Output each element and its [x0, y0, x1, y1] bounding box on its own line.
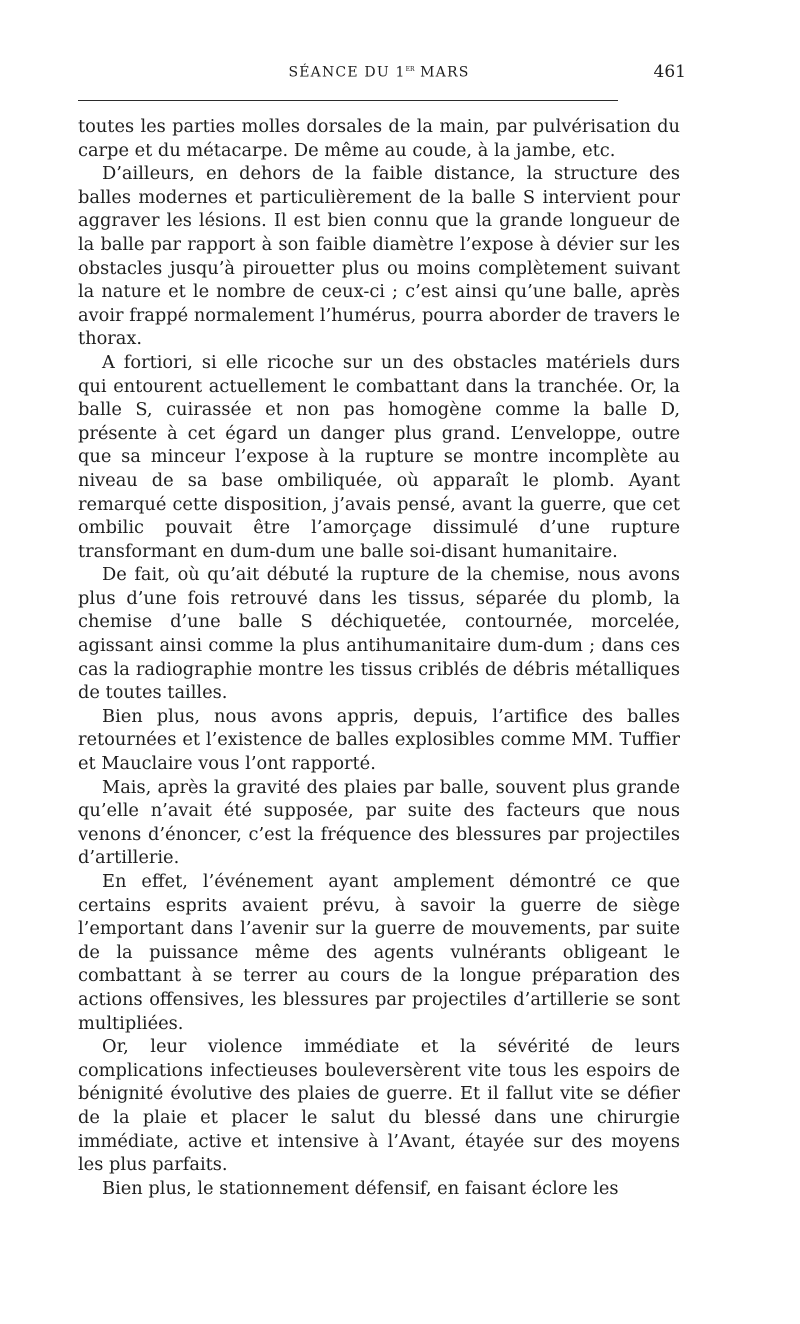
running-title-superscript: er	[405, 64, 415, 74]
page-number: 461	[653, 62, 686, 82]
running-title-month: MARS	[414, 64, 470, 81]
paragraph: Or, leur violence immédiate et la sévérité de leurs complications infectieuses bouleversèrent vite tous les espoirs de bénignité évolutive des plaies de guerre. Et il fallut vite se défier de la plaie et placer le salut du blessé dans une chirurgie immédiate, active et intensive à l’Avant, étayée sur des moyens les plus parfaits.	[78, 1036, 680, 1176]
paragraph: En effet, l’événement ayant amplement démontré ce que certains esprits avaient prévu, à savoir la guerre de siège l’emportant dans l’avenir sur la guerre de mouvements, par suite de la puissance même des agents vulnérants obligeant le combattant à se terrer au cours de la longue préparation des actions offensives, les blessures par projectiles d’artillerie se sont multipliées.	[78, 871, 680, 1034]
paragraph: De fait, où qu’ait débuté la rupture de la chemise, nous avons plus d’une fois retrouvé dans les tissus, séparée du plomb, la chemise d’une balle S déchiquetée, contournée, morcelée, agissant ainsi comme la plus antihumanitaire dum-dum ; dans ces cas la radiographie montre les tissus criblés de débris métalliques de toutes tailles.	[78, 564, 680, 704]
paragraph: D’ailleurs, en dehors de la faible distance, la structure des balles modernes et particulièrement de la balle S intervient pour aggraver les lésions. Il est bien connu que la grande longueur de la balle par rapport à son faible diamètre l’expose à dévier sur les obstacles jusqu’à pirouetter plus ou moins complètement suivant la nature et le nombre de ceux-ci ; c’est ainsi qu’une balle, après avoir frappé normalement l’humérus, pourra aborder de travers le thorax.	[78, 163, 680, 350]
running-head	[78, 62, 686, 88]
body-text	[78, 115, 680, 1200]
header-rule	[78, 100, 618, 101]
running-title-main: SÉANCE DU 1	[288, 64, 406, 81]
running-title	[78, 64, 680, 81]
paragraph: toutes les parties molles dorsales de la main, par pulvérisation du carpe et du métacarpe. De même au coude, à la jambe, etc.	[78, 116, 680, 161]
paragraph: Bien plus, nous avons appris, depuis, l’artifice des balles retournées et l’existence de balles explosibles comme MM. Tuffier et Mauclaire vous l’ont rapporté.	[78, 705, 680, 775]
book-page	[78, 62, 686, 1200]
paragraph: Bien plus, le stationnement défensif, en faisant éclore les	[102, 1177, 619, 1199]
paragraph: A fortiori, si elle ricoche sur un des obstacles matériels durs qui entourent actuellement le combattant dans la tranchée. Or, la balle S, cuirassée et non pas homogène comme la balle D, présente à cet égard un danger plus grand. L’enveloppe, outre que sa minceur l’expose à la rupture se montre incomplète au niveau de sa base ombiliquée, où apparaît le plomb. Ayant remarqué cette disposition, j’avais pensé, avant la guerre, que cet ombilic pouvait être l’amorçage dissimulé d’une rupture transformant en dum-dum une balle soi-disant humanitaire.	[78, 351, 680, 562]
paragraph: Mais, après la gravité des plaies par balle, souvent plus grande qu’elle n’avait été supposée, par suite des facteurs que nous venons d’énoncer, c’est la fréquence des blessures par projectiles d’artillerie.	[78, 776, 680, 869]
